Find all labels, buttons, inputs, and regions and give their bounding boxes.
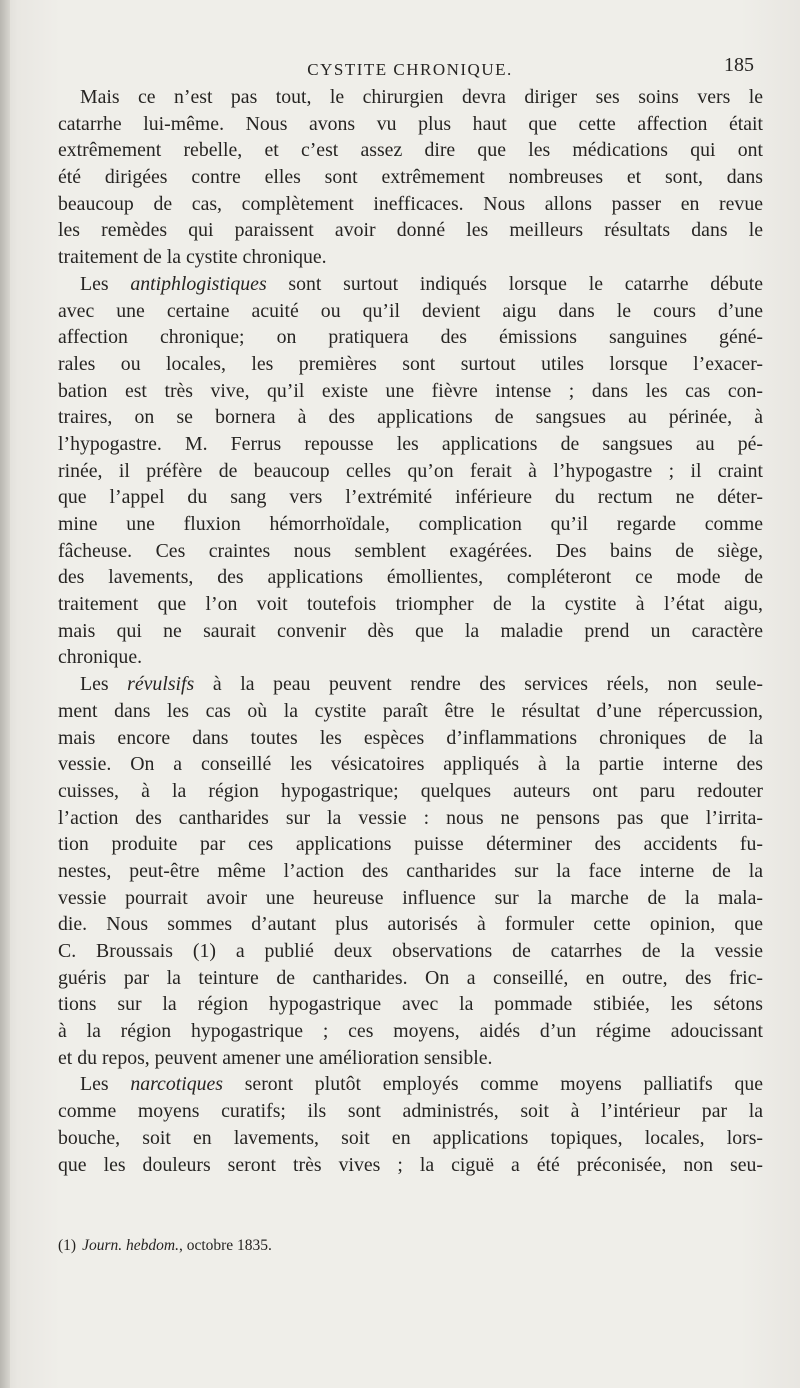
- line-text: ment dans les cas où la cystite paraît être le résultat d’une répercussion,: [58, 699, 763, 722]
- line-text: traires, on se bornera à des applications de sangsues au périnée, à: [58, 406, 763, 429]
- text-line: [58, 911, 763, 938]
- line-text: que les douleurs seront très vives ; la ciguë a été préconisée, non seu-: [58, 1153, 763, 1176]
- line-text: mais encore dans toutes les espèces d’inflammations chroniques de la: [58, 726, 763, 749]
- line-text: nestes, peut-être même l’action des cantharides sur la face interne de la: [58, 859, 763, 882]
- line-text: l’action des cantharides sur la vessie : nous ne pensons pas que l’irrita-: [58, 806, 763, 829]
- line-text: rales ou locales, les premières sont surtout utiles lorsque l’exacer-: [58, 352, 763, 375]
- text-line: [58, 965, 763, 992]
- text-line: [58, 324, 763, 351]
- line-text: que l’appel du sang vers l’extrémité inférieure du rectum ne déter-: [58, 486, 763, 509]
- text-line: [58, 751, 763, 778]
- text-line: [58, 191, 763, 218]
- text-line: [58, 1071, 763, 1098]
- line-text: C. Broussais (1) a publié deux observations de catarrhes de la vessie: [58, 940, 763, 962]
- line-text: mais qui ne saurait convenir dès que la maladie prend un caractère: [58, 619, 763, 642]
- line-text: et du repos, peuvent amener une amélioration sensible.: [58, 1046, 493, 1069]
- line-text: les remèdes qui paraissent avoir donné les meilleurs résultats dans le: [58, 219, 763, 242]
- text-line: [58, 1045, 763, 1072]
- line-text: die. Nous sommes d’autant plus autorisés à formuler cette opinion, que: [58, 913, 763, 936]
- text-line: [58, 484, 763, 511]
- text-line: [58, 1098, 763, 1125]
- line-text: comme moyens curatifs; ils sont administrés, soit à l’intérieur par la: [58, 1100, 763, 1123]
- line-prefix: Les: [80, 272, 131, 295]
- line-text: bation est très vive, qu’il existe une fièvre intense ; dans les cas con-: [58, 379, 763, 402]
- line-text: avec une certaine acuité ou qu’il devient aigu dans le cours d’une: [58, 299, 763, 322]
- text-line: [58, 378, 763, 405]
- text-line: [58, 271, 763, 298]
- footnote-source: Journ. hebdom.: [82, 1237, 179, 1254]
- line-text: Mais ce n’est pas tout, le chirurgien devra diriger ses soins vers le: [80, 86, 763, 108]
- text-line: [58, 644, 763, 671]
- page-binding-edge: [0, 0, 10, 1388]
- italic-term: narcotiques: [130, 1073, 223, 1096]
- text-line: [58, 298, 763, 325]
- text-line: [58, 458, 763, 485]
- text-line: [58, 431, 763, 458]
- line-text: tions sur la région hypogastrique avec la pommade stibiée, les sétons: [58, 993, 763, 1016]
- line-text: été dirigées contre elles sont extrêmement nombreuses et sont, dans: [58, 166, 763, 189]
- line-text: mine une fluxion hémorrhoïdale, complication qu’il regarde comme: [58, 513, 763, 535]
- text-line: [58, 404, 763, 431]
- running-title: CYSTITE CHRONIQUE.: [307, 60, 513, 79]
- line-prefix: Les: [80, 673, 128, 696]
- line-text: l’hypogastre. M. Ferrus repousse les applications de sangsues au pé-: [58, 432, 763, 455]
- text-line: [58, 111, 763, 138]
- text-line: [58, 885, 763, 912]
- text-line: [58, 805, 763, 832]
- italic-term: antiphlogistiques: [130, 272, 267, 295]
- line-text: bouche, soit en lavements, soit en applications topiques, locales, lors-: [58, 1126, 763, 1149]
- text-line: [58, 137, 763, 164]
- text-line: [58, 84, 763, 111]
- line-text: affection chronique; on pratiquera des émissions sanguines géné-: [58, 326, 763, 349]
- line-text: catarrhe lui-même. Nous avons vu plus haut que cette affection était: [58, 112, 763, 135]
- line-text: rinée, il préfère de beaucoup celles qu’on ferait à l’hypogastre ; il craint: [58, 459, 763, 482]
- text-line: [58, 1125, 763, 1152]
- body-text: [58, 84, 763, 1178]
- line-text: vessie. On a conseillé les vésicatoires appliqués à la partie interne des: [58, 753, 763, 776]
- line-text: à la région hypogastrique ; ces moyens, aidés d’un régime adoucissant: [58, 1020, 763, 1043]
- line-text: cuisses, à la région hypogastrique; quelques auteurs ont paru redouter: [58, 779, 763, 802]
- line-text: vessie pourrait avoir une heureuse influence sur la marche de la mala-: [58, 886, 763, 909]
- text-line: [58, 351, 763, 378]
- footnote-number: (1): [58, 1237, 77, 1254]
- footnote-date: , octobre 1835.: [178, 1237, 272, 1254]
- line-text: seront plutôt employés comme moyens palliatifs que: [222, 1073, 763, 1096]
- text-line: [58, 564, 763, 591]
- line-prefix: Les: [80, 1073, 131, 1096]
- text-line: [58, 217, 763, 244]
- text-line: [58, 778, 763, 805]
- line-text: à la peau peuvent rendre des services réels, non seule-: [194, 673, 763, 696]
- text-line: [58, 1152, 763, 1179]
- text-line: [58, 618, 763, 645]
- text-line: [58, 858, 763, 885]
- line-text: des lavements, des applications émollientes, compléteront ce mode de: [58, 566, 763, 589]
- line-text: tion produite par ces applications puisse déterminer des accidents fu-: [58, 833, 763, 856]
- text-line: [58, 164, 763, 191]
- line-text: traitement que l’on voit toutefois triompher de la cystite à l’état aigu,: [58, 593, 763, 616]
- line-text: extrêmement rebelle, et c’est assez dire que les médications qui ont: [58, 139, 763, 162]
- text-line: [58, 1018, 763, 1045]
- page-number: 185: [724, 54, 754, 76]
- line-text: beaucoup de cas, complètement inefficaces. Nous allons passer en revue: [58, 192, 763, 215]
- text-line: [58, 671, 763, 698]
- footnote: [58, 1236, 758, 1256]
- line-text: fâcheuse. Ces craintes nous semblent exagérées. Des bains de siège,: [58, 539, 763, 562]
- page-header: [60, 54, 760, 86]
- text-line: [58, 538, 763, 565]
- line-text: sont surtout indiqués lorsque le catarrhe débute: [266, 272, 763, 295]
- text-line: [58, 831, 763, 858]
- text-line: [58, 591, 763, 618]
- line-text: guéris par la teinture de cantharides. On a conseillé, en outre, des fric-: [58, 966, 763, 989]
- text-line: [58, 698, 763, 725]
- line-text: traitement de la cystite chronique.: [58, 246, 327, 269]
- italic-term: révulsifs: [127, 673, 195, 696]
- line-text: chronique.: [58, 646, 143, 669]
- text-line: [58, 511, 763, 538]
- text-line: [58, 991, 763, 1018]
- text-line: [58, 244, 763, 271]
- text-line: [58, 725, 763, 752]
- text-line: [58, 938, 763, 965]
